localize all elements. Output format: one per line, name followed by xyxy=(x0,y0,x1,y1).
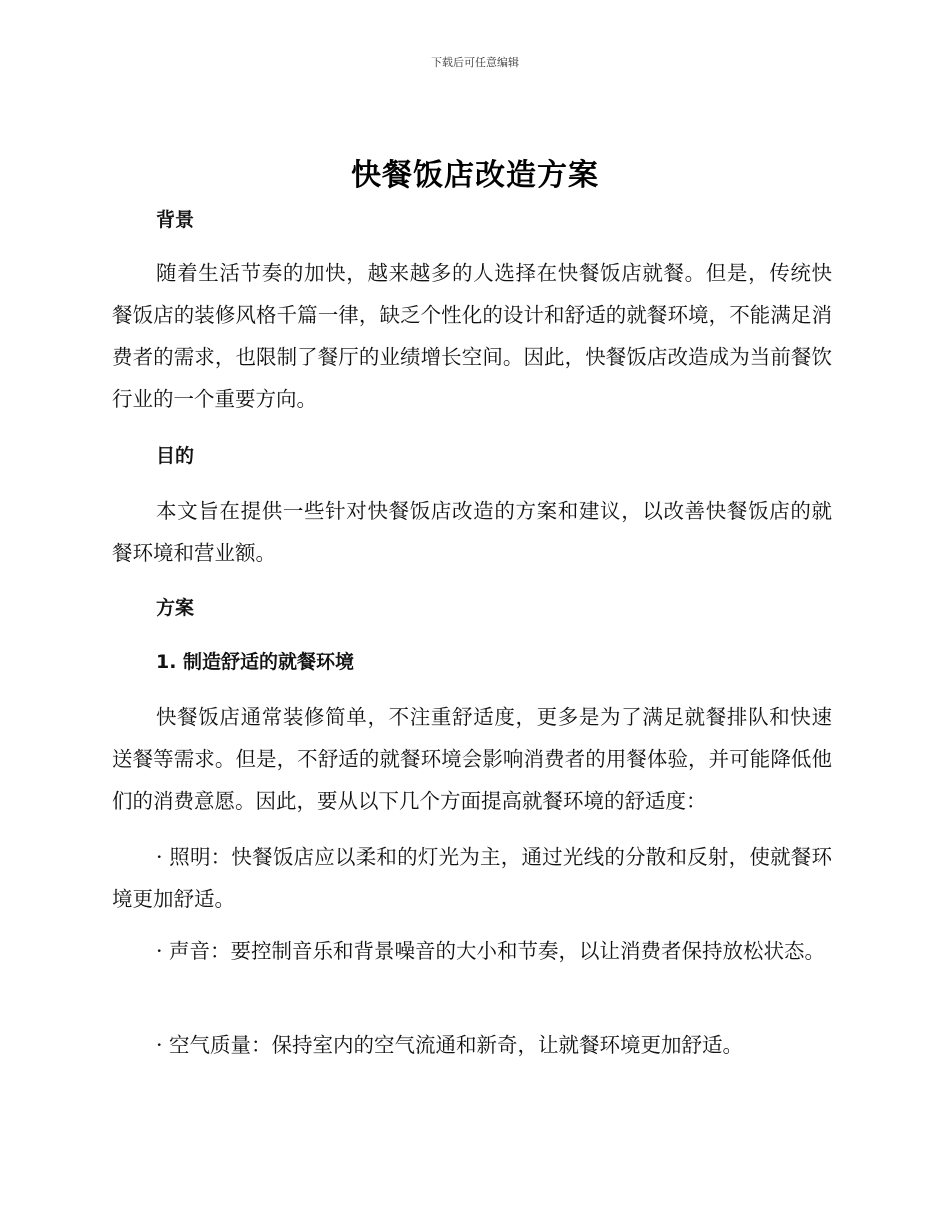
header-note: 下载后可任意编辑 xyxy=(431,56,519,69)
bullet-sound: · 声音：要控制音乐和背景噪音的大小和节奏，以让消费者保持放松状态。 xyxy=(156,939,826,963)
background-heading: 背景 xyxy=(156,209,195,231)
purpose-heading: 目的 xyxy=(156,445,195,467)
plan-subheading-1: 1. 制造舒适的就餐环境 xyxy=(156,651,355,673)
purpose-paragraph: 本文旨在提供一些针对快餐饭店改造的方案和建议，以改善快餐饭店的就餐环境和营业额。 xyxy=(112,499,832,565)
bullet-air: · 空气质量：保持室内的空气流通和新奇，让就餐环境更加舒适。 xyxy=(156,1033,744,1057)
plan-heading: 方案 xyxy=(156,597,195,619)
plan-sub1-paragraph: 快餐饭店通常装修简单，不注重舒适度，更多是为了满足就餐排队和快速送餐等需求。但是，不舒适的就餐环境会影响消费者的用餐体验，并可能降低他们的消费意愿。因此，要从以下几个方面提高就餐环境的舒适度： xyxy=(112,705,832,813)
page-title: 快餐饭店改造方案 xyxy=(351,158,599,193)
bullet-lighting: · 照明：快餐饭店应以柔和的灯光为主，通过光线的分散和反射，使就餐环境更加舒适。 xyxy=(112,845,832,911)
background-paragraph: 随着生活节奏的加快，越来越多的人选择在快餐饭店就餐。但是，传统快餐饭店的装修风格千篇一律，缺乏个性化的设计和舒适的就餐环境，不能满足消费者的需求，也限制了餐厅的业绩增长空间。因此，快餐饭店改造成为当前餐饮行业的一个重要方向。 xyxy=(112,261,832,411)
